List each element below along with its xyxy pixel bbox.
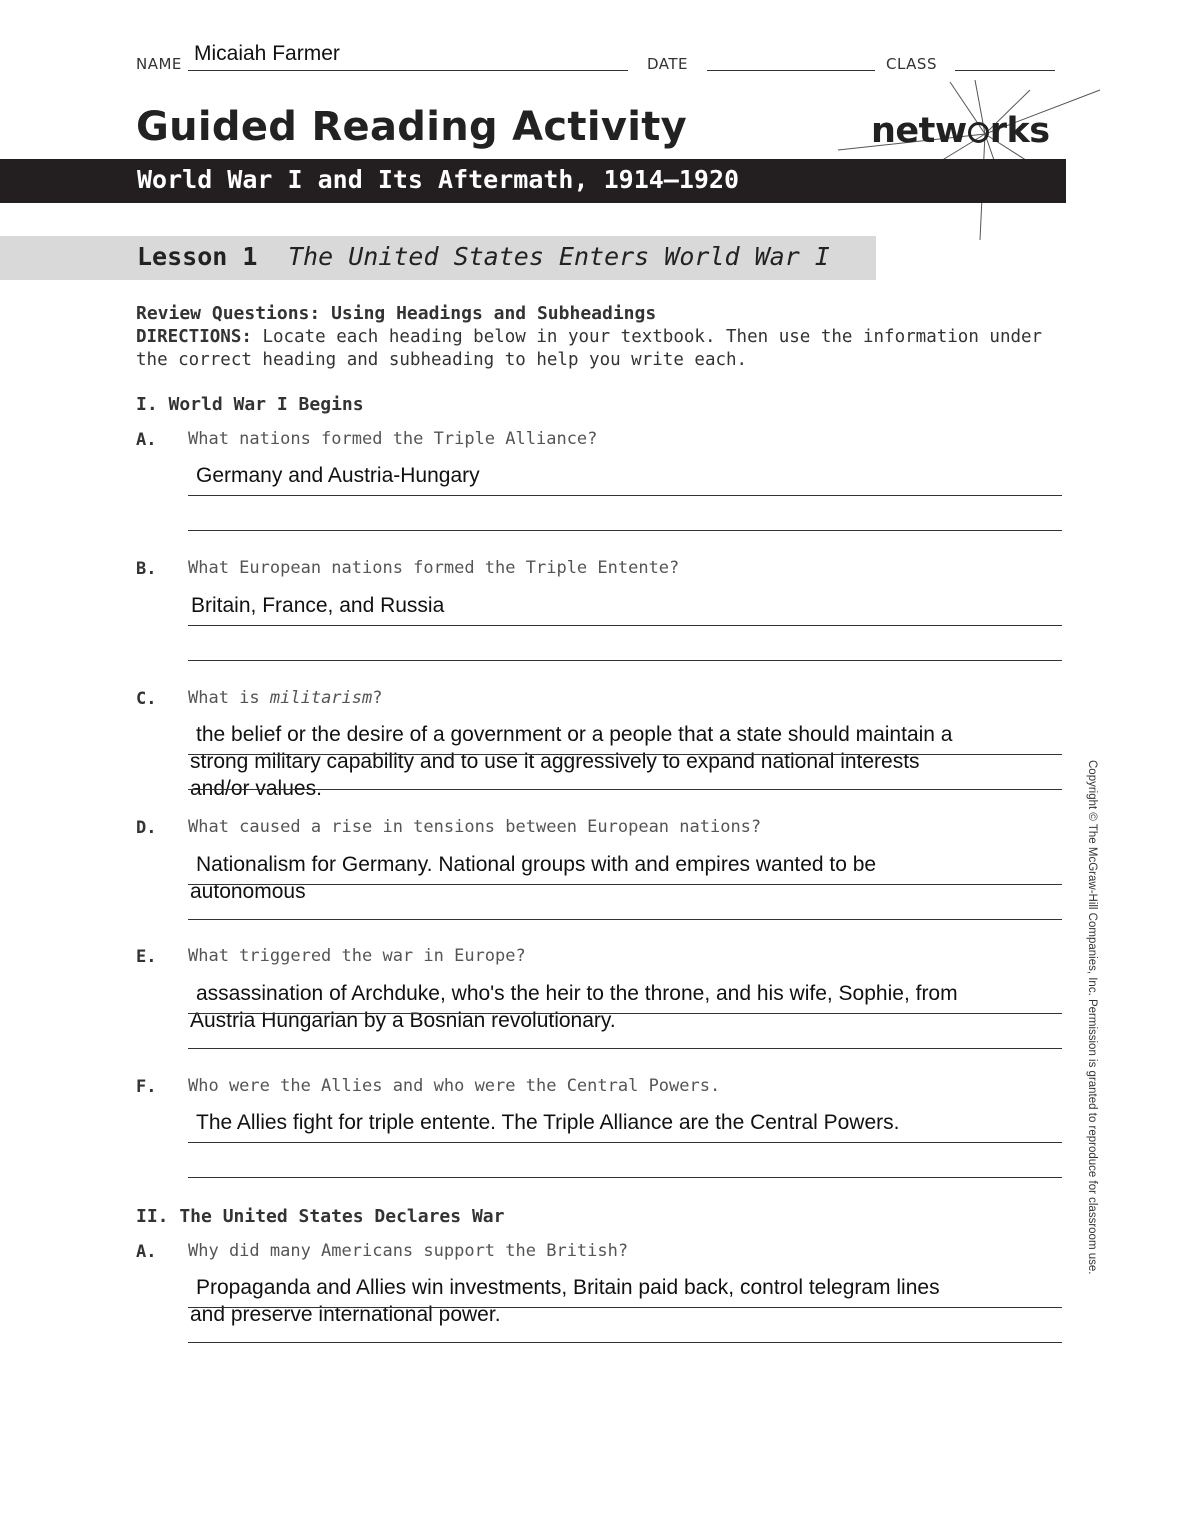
answer-line — [188, 1013, 1062, 1014]
answer-line — [188, 1342, 1062, 1343]
copyright-notice: Copyright © The McGraw-Hill Companies, Inc. Permission is granted to reproduce for classroom use. — [1086, 760, 1098, 1275]
name-label: NAME — [136, 55, 182, 73]
question-text-pre: What is — [188, 688, 270, 708]
lesson-title: The United States Enters World War I — [288, 242, 830, 271]
answer-line — [188, 754, 1062, 755]
answer-line — [188, 625, 1062, 626]
brand-prefix: netw — [871, 111, 967, 151]
question-text: What European nations formed the Triple Entente? — [188, 558, 680, 578]
chapter-title: World War I and Its Aftermath, 1914–1920 — [137, 165, 740, 194]
question-letter: A. — [136, 430, 157, 450]
chapter-bar — [0, 159, 1066, 203]
section-heading: II. The United States Declares War — [136, 1206, 505, 1227]
answer-line — [188, 530, 1062, 531]
answer-line — [188, 789, 1062, 790]
brand-o-icon — [968, 122, 989, 143]
answer-text[interactable]: Germany and Austria-Hungary — [196, 464, 480, 487]
question-letter: D. — [136, 818, 157, 838]
question-text — [188, 688, 383, 708]
question-text-post: ? — [372, 688, 383, 708]
question-letter: C. — [136, 689, 157, 709]
question-letter: B. — [136, 559, 157, 579]
name-value[interactable]: Micaiah Farmer — [194, 42, 340, 65]
answer-text[interactable]: Britain, France, and Russia — [191, 594, 445, 617]
answer-line — [188, 1307, 1062, 1308]
directions-line-1 — [136, 327, 1042, 347]
answer-text[interactable]: strong military capability and to use it aggressively to expand national interests — [190, 750, 920, 773]
brand-suffix: rks — [989, 111, 1050, 151]
class-line[interactable] — [955, 70, 1055, 71]
lesson-label: Lesson 1 — [137, 242, 258, 271]
section-heading: I. World War I Begins — [136, 394, 364, 415]
answer-line — [188, 1177, 1062, 1178]
question-text: What triggered the war in Europe? — [188, 946, 526, 966]
question-text-em: militarism — [269, 688, 373, 708]
lesson-bar — [0, 236, 876, 280]
answer-text[interactable]: The Allies fight for triple entente. The Triple Alliance are the Central Powers. — [196, 1111, 900, 1134]
answer-text[interactable]: and/or values. — [190, 777, 322, 800]
question-text: Why did many Americans support the British? — [188, 1241, 629, 1261]
review-heading: Review Questions: Using Headings and Subheadings — [136, 303, 657, 324]
answer-text[interactable]: Nationalism for Germany. National groups with and empires wanted to be — [196, 853, 877, 876]
question-letter: F. — [136, 1077, 157, 1097]
question-text: Who were the Allies and who were the Central Powers. — [188, 1076, 721, 1096]
question-letter: E. — [136, 947, 157, 967]
answer-text[interactable]: Propaganda and Allies win investments, Britain paid back, control telegram lines — [196, 1276, 940, 1299]
directions-label: DIRECTIONS: — [136, 327, 252, 347]
answer-line — [188, 919, 1062, 920]
name-line — [188, 70, 628, 71]
answer-text[interactable]: and preserve international power. — [190, 1303, 501, 1326]
answer-text[interactable]: autonomous — [190, 880, 306, 903]
answer-text[interactable]: Austria Hungarian by a Bosnian revolutionary. — [190, 1009, 616, 1032]
answer-line — [188, 660, 1062, 661]
answer-line — [188, 495, 1062, 496]
date-label: DATE — [647, 55, 689, 73]
class-label: CLASS — [886, 55, 937, 73]
directions-line-2: the correct heading and subheading to help you write each. — [136, 350, 748, 370]
answer-text[interactable]: the belief or the desire of a government or a people that a state should maintain a — [196, 723, 953, 746]
question-text: What nations formed the Triple Alliance? — [188, 429, 598, 449]
answer-line — [188, 1142, 1062, 1143]
networks-logo — [871, 111, 1050, 151]
question-letter: A. — [136, 1242, 157, 1262]
answer-line — [188, 1048, 1062, 1049]
answer-text[interactable]: assassination of Archduke, who's the heir to the throne, and his wife, Sophie, from — [196, 982, 958, 1005]
question-text: What caused a rise in tensions between European nations? — [188, 817, 762, 837]
date-line[interactable] — [707, 70, 875, 71]
answer-line — [188, 884, 1062, 885]
directions-text-1: Locate each heading below in your textbook. Then use the information under — [251, 327, 1043, 347]
page-title: Guided Reading Activity — [136, 104, 688, 150]
